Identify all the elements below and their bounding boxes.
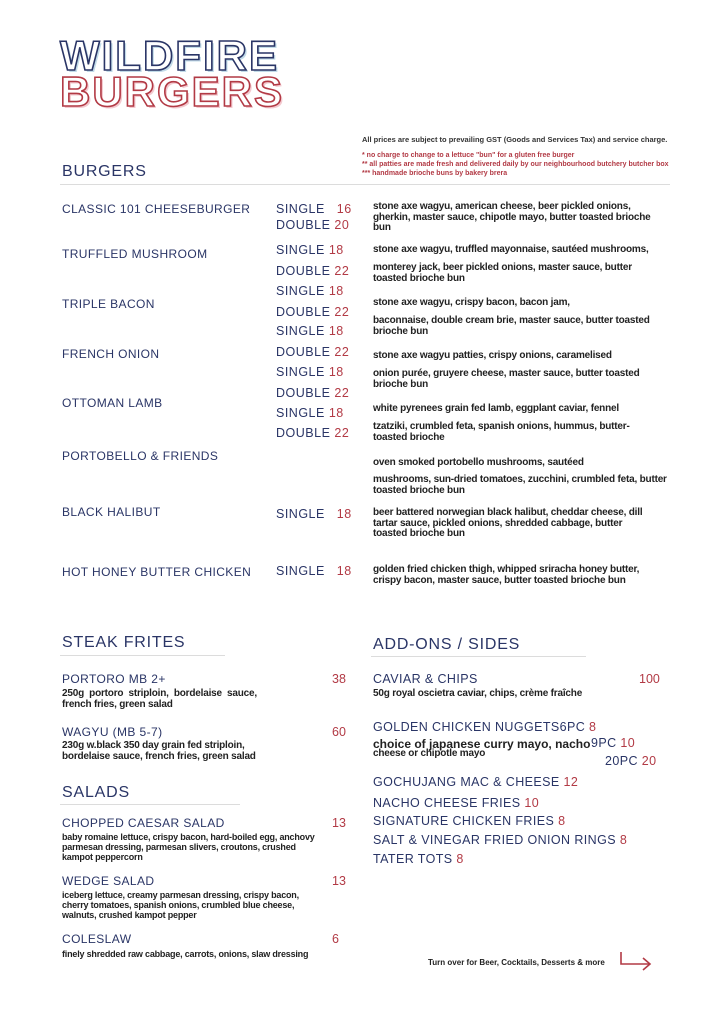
burger-name: HOT HONEY BUTTER CHICKEN <box>62 565 252 579</box>
burger-name: TRIPLE BACON <box>62 297 155 311</box>
nuggets-9pc: 9PC 10 <box>591 736 636 750</box>
size-price: SINGLE 18 <box>276 564 352 578</box>
salad-name: COLESLAW <box>62 932 132 946</box>
burgers-divider <box>60 184 670 185</box>
steak-price: 60 <box>332 725 346 739</box>
size-price: SINGLE 18 <box>276 406 344 420</box>
addon-item: GOCHUJANG MAC & CHEESE 12 <box>373 775 579 789</box>
nuggets-row: GOLDEN CHICKEN NUGGETS6PC 8 <box>373 720 597 734</box>
salad-desc: iceberg lettuce, creamy parmesan dressing, crispy bacon, cherry tomatoes, spanish onions, crumbled blue cheese, walnuts, crushed kampot pepper <box>62 890 299 920</box>
size-price: DOUBLE 22 <box>276 426 350 440</box>
size-price: DOUBLE 22 <box>276 386 350 400</box>
steak-divider <box>60 655 225 656</box>
size-price: DOUBLE 22 <box>276 345 350 359</box>
burger-desc: stone axe wagyu, truffled mayonnaise, sautéed mushrooms, <box>373 244 649 255</box>
salad-name: CHOPPED CAESAR SALAD <box>62 816 225 830</box>
note-gluten-free: * no charge to change to a lettuce "bun" for a gluten free burger <box>362 152 575 159</box>
burger-desc: oven smoked portobello mushrooms, sautéed <box>373 457 584 468</box>
gst-note: All prices are subject to prevailing GST (Goods and Services Tax) and service charge. <box>362 135 668 144</box>
size-price: SINGLE 18 <box>276 243 344 257</box>
note-buns: *** handmade brioche buns by bakery brera <box>362 170 508 177</box>
nuggets-choice: choice of japanese curry mayo, nacho <box>373 737 591 751</box>
steak-name: PORTORO MB 2+ <box>62 672 166 686</box>
salad-name: WEDGE SALAD <box>62 874 155 888</box>
burger-name: CLASSIC 101 CHEESEBURGER <box>62 202 251 216</box>
steak-desc: 230g w.black 350 day grain fed striploin, bordelaise sauce, french fries, green salad <box>62 740 256 762</box>
size-price: SINGLE 18 <box>276 284 344 298</box>
size-price: DOUBLE 20 <box>276 218 350 232</box>
addon-name: CAVIAR & CHIPS <box>373 672 478 686</box>
salad-price: 13 <box>332 816 346 830</box>
burger-desc: beer battered norwegian black halibut, cheddar cheese, dill tartar sauce, pickled onions, shredded cabbage, butter toasted brioche bun <box>373 507 643 539</box>
arrow-right-icon <box>618 950 654 974</box>
logo-line-1: WILDFIRE <box>60 32 279 79</box>
burger-desc: monterey jack, beer pickled onions, master sauce, butter toasted brioche bun <box>373 262 632 284</box>
burger-desc: white pyrenees grain fed lamb, eggplant caviar, fennel <box>373 403 619 414</box>
nuggets-20pc: 20PC 20 <box>605 754 657 768</box>
size-price: DOUBLE 22 <box>276 305 350 319</box>
addon-item: TATER TOTS 8 <box>373 852 464 866</box>
addon-price: 100 <box>639 672 660 686</box>
steak-price: 38 <box>332 672 346 686</box>
addons-divider <box>371 656 586 657</box>
salads-divider <box>60 804 240 805</box>
burger-desc: baconnaise, double cream brie, master sauce, butter toasted brioche bun <box>373 315 650 337</box>
size-price: SINGLE 18 <box>276 324 344 338</box>
salad-price: 6 <box>332 932 339 946</box>
logo-line-2: BURGERS <box>60 68 285 115</box>
burger-desc: tzatziki, crumbled feta, spanish onions, hummus, butter-toasted brioche <box>373 421 630 443</box>
size-price: SINGLE 16 <box>276 202 352 216</box>
addons-heading: ADD-ONS / SIDES <box>373 636 521 653</box>
addon-desc: 50g royal oscietra caviar, chips, crème fraîche <box>373 688 583 699</box>
burger-name: FRENCH ONION <box>62 347 160 361</box>
addon-item: NACHO CHEESE FRIES 10 <box>373 796 540 810</box>
size-price: SINGLE 18 <box>276 507 352 521</box>
size-price: DOUBLE 22 <box>276 264 350 278</box>
burger-desc: stone axe wagyu, crispy bacon, bacon jam, <box>373 297 570 308</box>
steak-name: WAGYU (MB 5-7) <box>62 725 163 739</box>
steak-frites-heading: STEAK FRITES <box>62 634 186 651</box>
burger-name: PORTOBELLO & FRIENDS <box>62 449 219 463</box>
burger-desc: stone axe wagyu, american cheese, beer pickled onions, gherkin, master sauce, chipotle mayo, butter toasted brioche bun <box>373 201 651 233</box>
burger-desc: stone axe wagyu patties, crispy onions, caramelised <box>373 350 612 361</box>
turn-over-note: Turn over for Beer, Cocktails, Desserts & more <box>428 958 605 967</box>
burgers-heading: BURGERS <box>62 163 147 180</box>
salad-desc: baby romaine lettuce, crispy bacon, hard-boiled egg, anchovy parmesan dressing, parmesan slivers, croutons, crushed kampot peppercorn <box>62 832 315 862</box>
burger-desc: golden fried chicken thigh, whipped sriracha honey butter, crispy bacon, master sauce, butter toasted brioche bun <box>373 564 640 586</box>
burger-name: BLACK HALIBUT <box>62 505 161 519</box>
salads-heading: SALADS <box>62 784 130 801</box>
note-patties: ** all patties are made fresh and delivered daily by our neighbourhood butchery butcher box <box>362 161 669 168</box>
salad-price: 13 <box>332 874 346 888</box>
burger-name: TRUFFLED MUSHROOM <box>62 247 208 261</box>
steak-desc: 250g portoro striploin, bordelaise sauce, french fries, green salad <box>62 688 257 710</box>
burger-name: OTTOMAN LAMB <box>62 396 163 410</box>
burger-desc: onion purée, gruyere cheese, master sauce, butter toasted brioche bun <box>373 368 640 390</box>
salad-desc: finely shredded raw cabbage, carrots, onions, slaw dressing <box>62 949 309 959</box>
size-price: SINGLE 18 <box>276 365 344 379</box>
addon-item: SIGNATURE CHICKEN FRIES 8 <box>373 814 566 828</box>
nuggets-choice-2: cheese or chipotle mayo <box>373 748 486 759</box>
burger-desc: mushrooms, sun-dried tomatoes, zucchini, crumbled feta, butter toasted brioche bun <box>373 474 667 496</box>
addon-item: SALT & VINEGAR FRIED ONION RINGS 8 <box>373 833 628 847</box>
